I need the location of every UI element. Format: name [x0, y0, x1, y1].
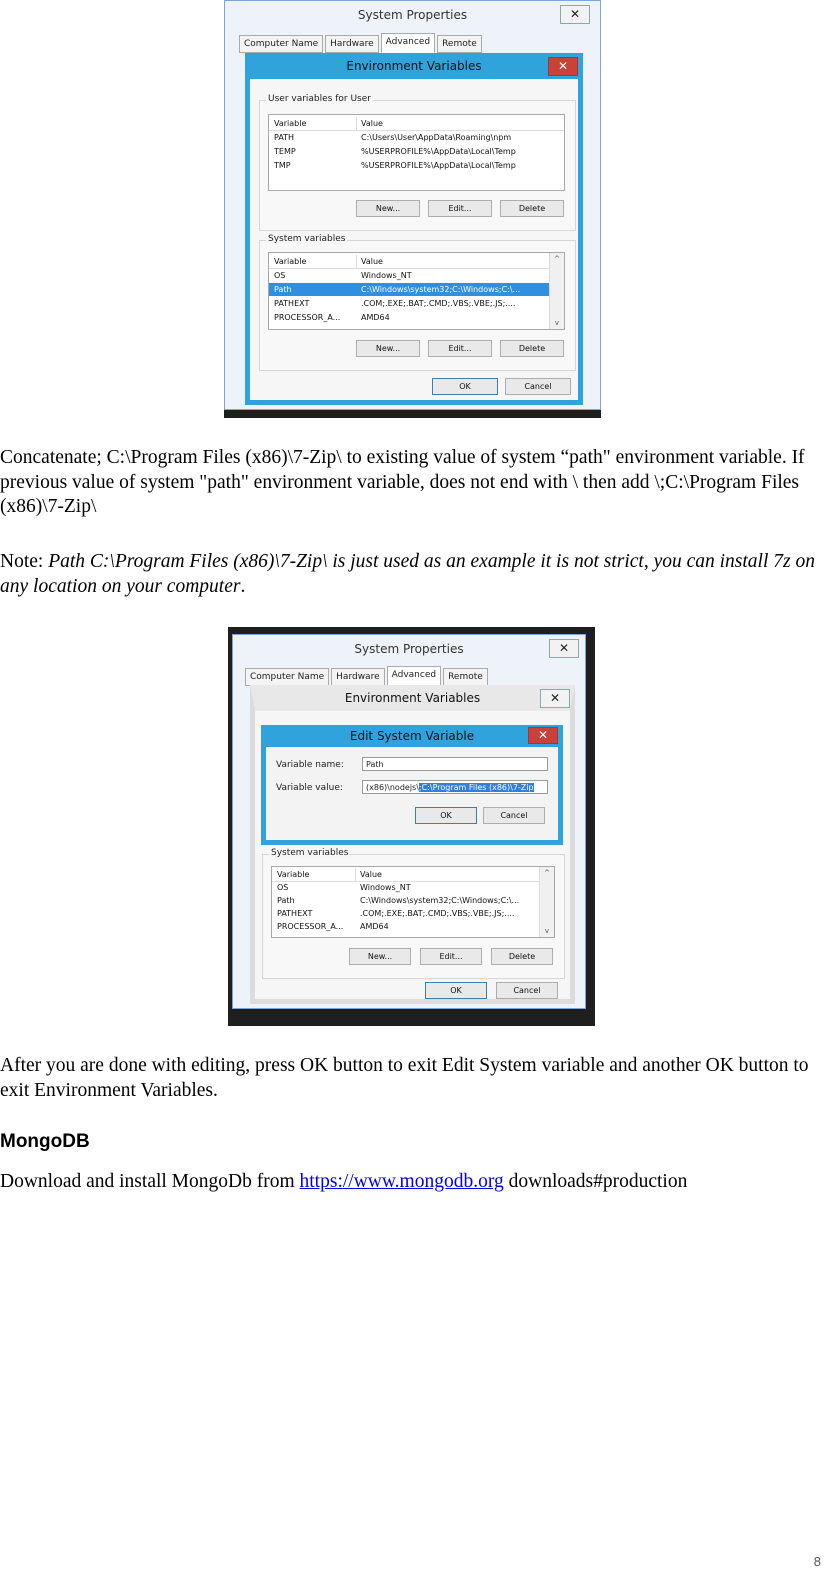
note-italic-2: you can install 7z on any location on your computer: [0, 551, 815, 597]
variable-name: OS: [274, 271, 286, 280]
list-item[interactable]: [269, 311, 550, 324]
list-item[interactable]: [272, 920, 540, 933]
header-value: Value: [361, 257, 383, 266]
ok-button[interactable]: OK: [425, 982, 487, 999]
note-label: Note:: [0, 551, 49, 572]
env-window-title: Environment Variables: [344, 691, 481, 705]
system-edit-button[interactable]: Edit...: [428, 340, 492, 357]
env-close-button[interactable]: ✕: [548, 57, 578, 76]
close-button[interactable]: ✕: [549, 639, 579, 658]
env-window-title: Environment Variables: [346, 59, 482, 73]
variable-name-field[interactable]: Path: [362, 757, 548, 771]
download-paragraph: [0, 1170, 826, 1195]
scroll-down-icon[interactable]: v: [554, 319, 560, 327]
variable-name: TMP: [274, 161, 291, 170]
cancel-button[interactable]: Cancel: [496, 982, 558, 999]
value-prefix: (x86)\nodejs\: [366, 783, 419, 792]
system-properties-window: [232, 634, 586, 1009]
after-editing-paragraph: After you are done with editing, press OK button to exit Edit System variable and another OK button to exit Environment Variables.: [0, 1055, 809, 1101]
system-edit-button[interactable]: Edit...: [420, 948, 482, 965]
scroll-up-icon[interactable]: ^: [554, 255, 560, 263]
variable-name: TEMP: [274, 147, 296, 156]
system-variables-list: [271, 866, 555, 938]
header-variable: Variable: [277, 870, 310, 879]
environment-variables-window: [245, 53, 583, 405]
screenshot-environment-variables: [224, 0, 601, 418]
user-variables-group: [259, 94, 576, 231]
note-italic-1: Path C:\Program Files (x86)\7-Zip\ is just used as an example it is not strict: [48, 551, 644, 572]
system-properties-window: [224, 0, 601, 410]
scrollbar[interactable]: [549, 253, 564, 329]
user-delete-button[interactable]: Delete: [500, 200, 564, 217]
variable-value-field[interactable]: [362, 780, 548, 794]
header-variable: Variable: [274, 119, 307, 128]
variable-value: AMD64: [361, 313, 390, 322]
section-heading: MongoDB: [0, 1131, 90, 1152]
variable-name: Path: [274, 285, 292, 294]
value-selected-text: ;C:\Program Files (x86)\7-Zip: [418, 783, 534, 792]
edit-system-variable-dialog: [261, 725, 563, 845]
tab-computer-name[interactable]: Computer Name: [245, 668, 329, 686]
variable-value: Windows_NT: [361, 271, 412, 280]
system-variables-group: [262, 848, 565, 979]
variable-name: OS: [277, 883, 289, 892]
cancel-button[interactable]: Cancel: [505, 378, 571, 395]
variable-value: C:\Windows\system32;C:\Windows;C:\...: [360, 896, 520, 905]
edit-ok-button[interactable]: OK: [415, 807, 477, 824]
title-bar: [225, 1, 600, 31]
list-item[interactable]: [269, 269, 550, 282]
list-item[interactable]: [269, 297, 550, 310]
title-bar: [233, 635, 585, 665]
variable-name: Path: [277, 896, 295, 905]
variable-value: .COM;.EXE;.BAT;.CMD;.VBS;.VBE;.JS;....: [360, 909, 515, 918]
user-new-button[interactable]: New...: [356, 200, 420, 217]
scroll-up-icon[interactable]: ^: [544, 869, 550, 877]
ok-button[interactable]: OK: [432, 378, 498, 395]
system-variables-label: System variables: [271, 848, 349, 858]
note-paragraph: [0, 550, 826, 599]
list-item-selected[interactable]: [269, 283, 550, 296]
note-comma: ,: [643, 551, 654, 572]
user-edit-button[interactable]: Edit...: [428, 200, 492, 217]
tab-remote[interactable]: Remote: [443, 668, 488, 686]
scroll-down-icon[interactable]: v: [544, 927, 550, 935]
variable-name: PATHEXT: [277, 909, 313, 918]
tab-hardware[interactable]: Hardware: [331, 668, 384, 686]
list-header: [269, 255, 564, 269]
list-item[interactable]: [269, 131, 564, 144]
header-value: Value: [360, 870, 382, 879]
tab-hardware[interactable]: Hardware: [325, 35, 378, 53]
instruction-paragraph: Concatenate; C:\Program Files (x86)\7-Zip\ to existing value of system “path" environment variable. If previous value of system "path" environment variable, does not end with \ then add \;C:\Program Files (x86)\7-Zip\: [0, 447, 805, 517]
list-item[interactable]: [272, 881, 540, 894]
tab-advanced[interactable]: Advanced: [387, 666, 441, 686]
variable-name: PROCESSOR_A...: [277, 922, 344, 931]
list-header: [272, 868, 554, 882]
user-variables-list: [268, 114, 565, 191]
variable-name: PATH: [274, 133, 295, 142]
edit-dialog-title: Edit System Variable: [349, 729, 475, 743]
tab-bar: [245, 668, 490, 686]
variable-value: AMD64: [360, 922, 389, 931]
system-variables-group: [259, 234, 576, 371]
system-new-button[interactable]: New...: [356, 340, 420, 357]
list-header: [269, 117, 564, 131]
download-text-after: downloads#production: [503, 1171, 688, 1192]
variable-value: C:\Users\User\AppData\Roaming\npm: [361, 133, 512, 142]
system-new-button[interactable]: New...: [349, 948, 411, 965]
system-delete-button[interactable]: Delete: [491, 948, 553, 965]
variable-name: PROCESSOR_A...: [274, 313, 341, 322]
system-delete-button[interactable]: Delete: [500, 340, 564, 357]
variable-value: %USERPROFILE%\AppData\Local\Temp: [361, 161, 516, 170]
list-item[interactable]: [269, 159, 564, 172]
variable-value: Windows_NT: [360, 883, 411, 892]
window-title: System Properties: [357, 8, 468, 22]
header-value: Value: [361, 119, 383, 128]
scrollbar[interactable]: [539, 867, 554, 937]
header-variable: Variable: [274, 257, 307, 266]
variable-value: %USERPROFILE%\AppData\Local\Temp: [361, 147, 516, 156]
list-item[interactable]: [272, 894, 540, 907]
system-variables-label: System variables: [268, 234, 346, 244]
edit-cancel-button[interactable]: Cancel: [483, 807, 545, 824]
tab-bar: [239, 35, 484, 53]
page-number: 8: [813, 1554, 821, 1569]
variable-value-label: Variable value:: [276, 783, 343, 793]
window-title: System Properties: [354, 642, 464, 656]
tab-computer-name[interactable]: Computer Name: [239, 35, 323, 53]
download-text-before: Download and install MongoDb from: [0, 1171, 300, 1192]
tab-remote[interactable]: Remote: [437, 35, 482, 53]
system-variables-list: [268, 252, 565, 330]
variable-value: C:\Windows\system32;C:\Windows;C:\...: [361, 285, 521, 294]
screenshot-edit-system-variable: [228, 627, 595, 1026]
env-close-button[interactable]: ✕: [540, 689, 570, 708]
mongodb-link[interactable]: https://www.mongodb.org: [299, 1171, 504, 1192]
variable-name-label: Variable name:: [276, 760, 344, 770]
user-variables-label: User variables for User: [268, 94, 371, 104]
variable-value: .COM;.EXE;.BAT;.CMD;.VBS;.VBE;.JS;....: [361, 299, 516, 308]
variable-name: PATHEXT: [274, 299, 310, 308]
list-item[interactable]: [269, 145, 564, 158]
edit-close-button[interactable]: ✕: [528, 727, 558, 744]
list-item[interactable]: [272, 907, 540, 920]
close-button[interactable]: ✕: [560, 5, 590, 24]
tab-advanced[interactable]: Advanced: [381, 33, 435, 53]
note-period: .: [240, 575, 246, 597]
